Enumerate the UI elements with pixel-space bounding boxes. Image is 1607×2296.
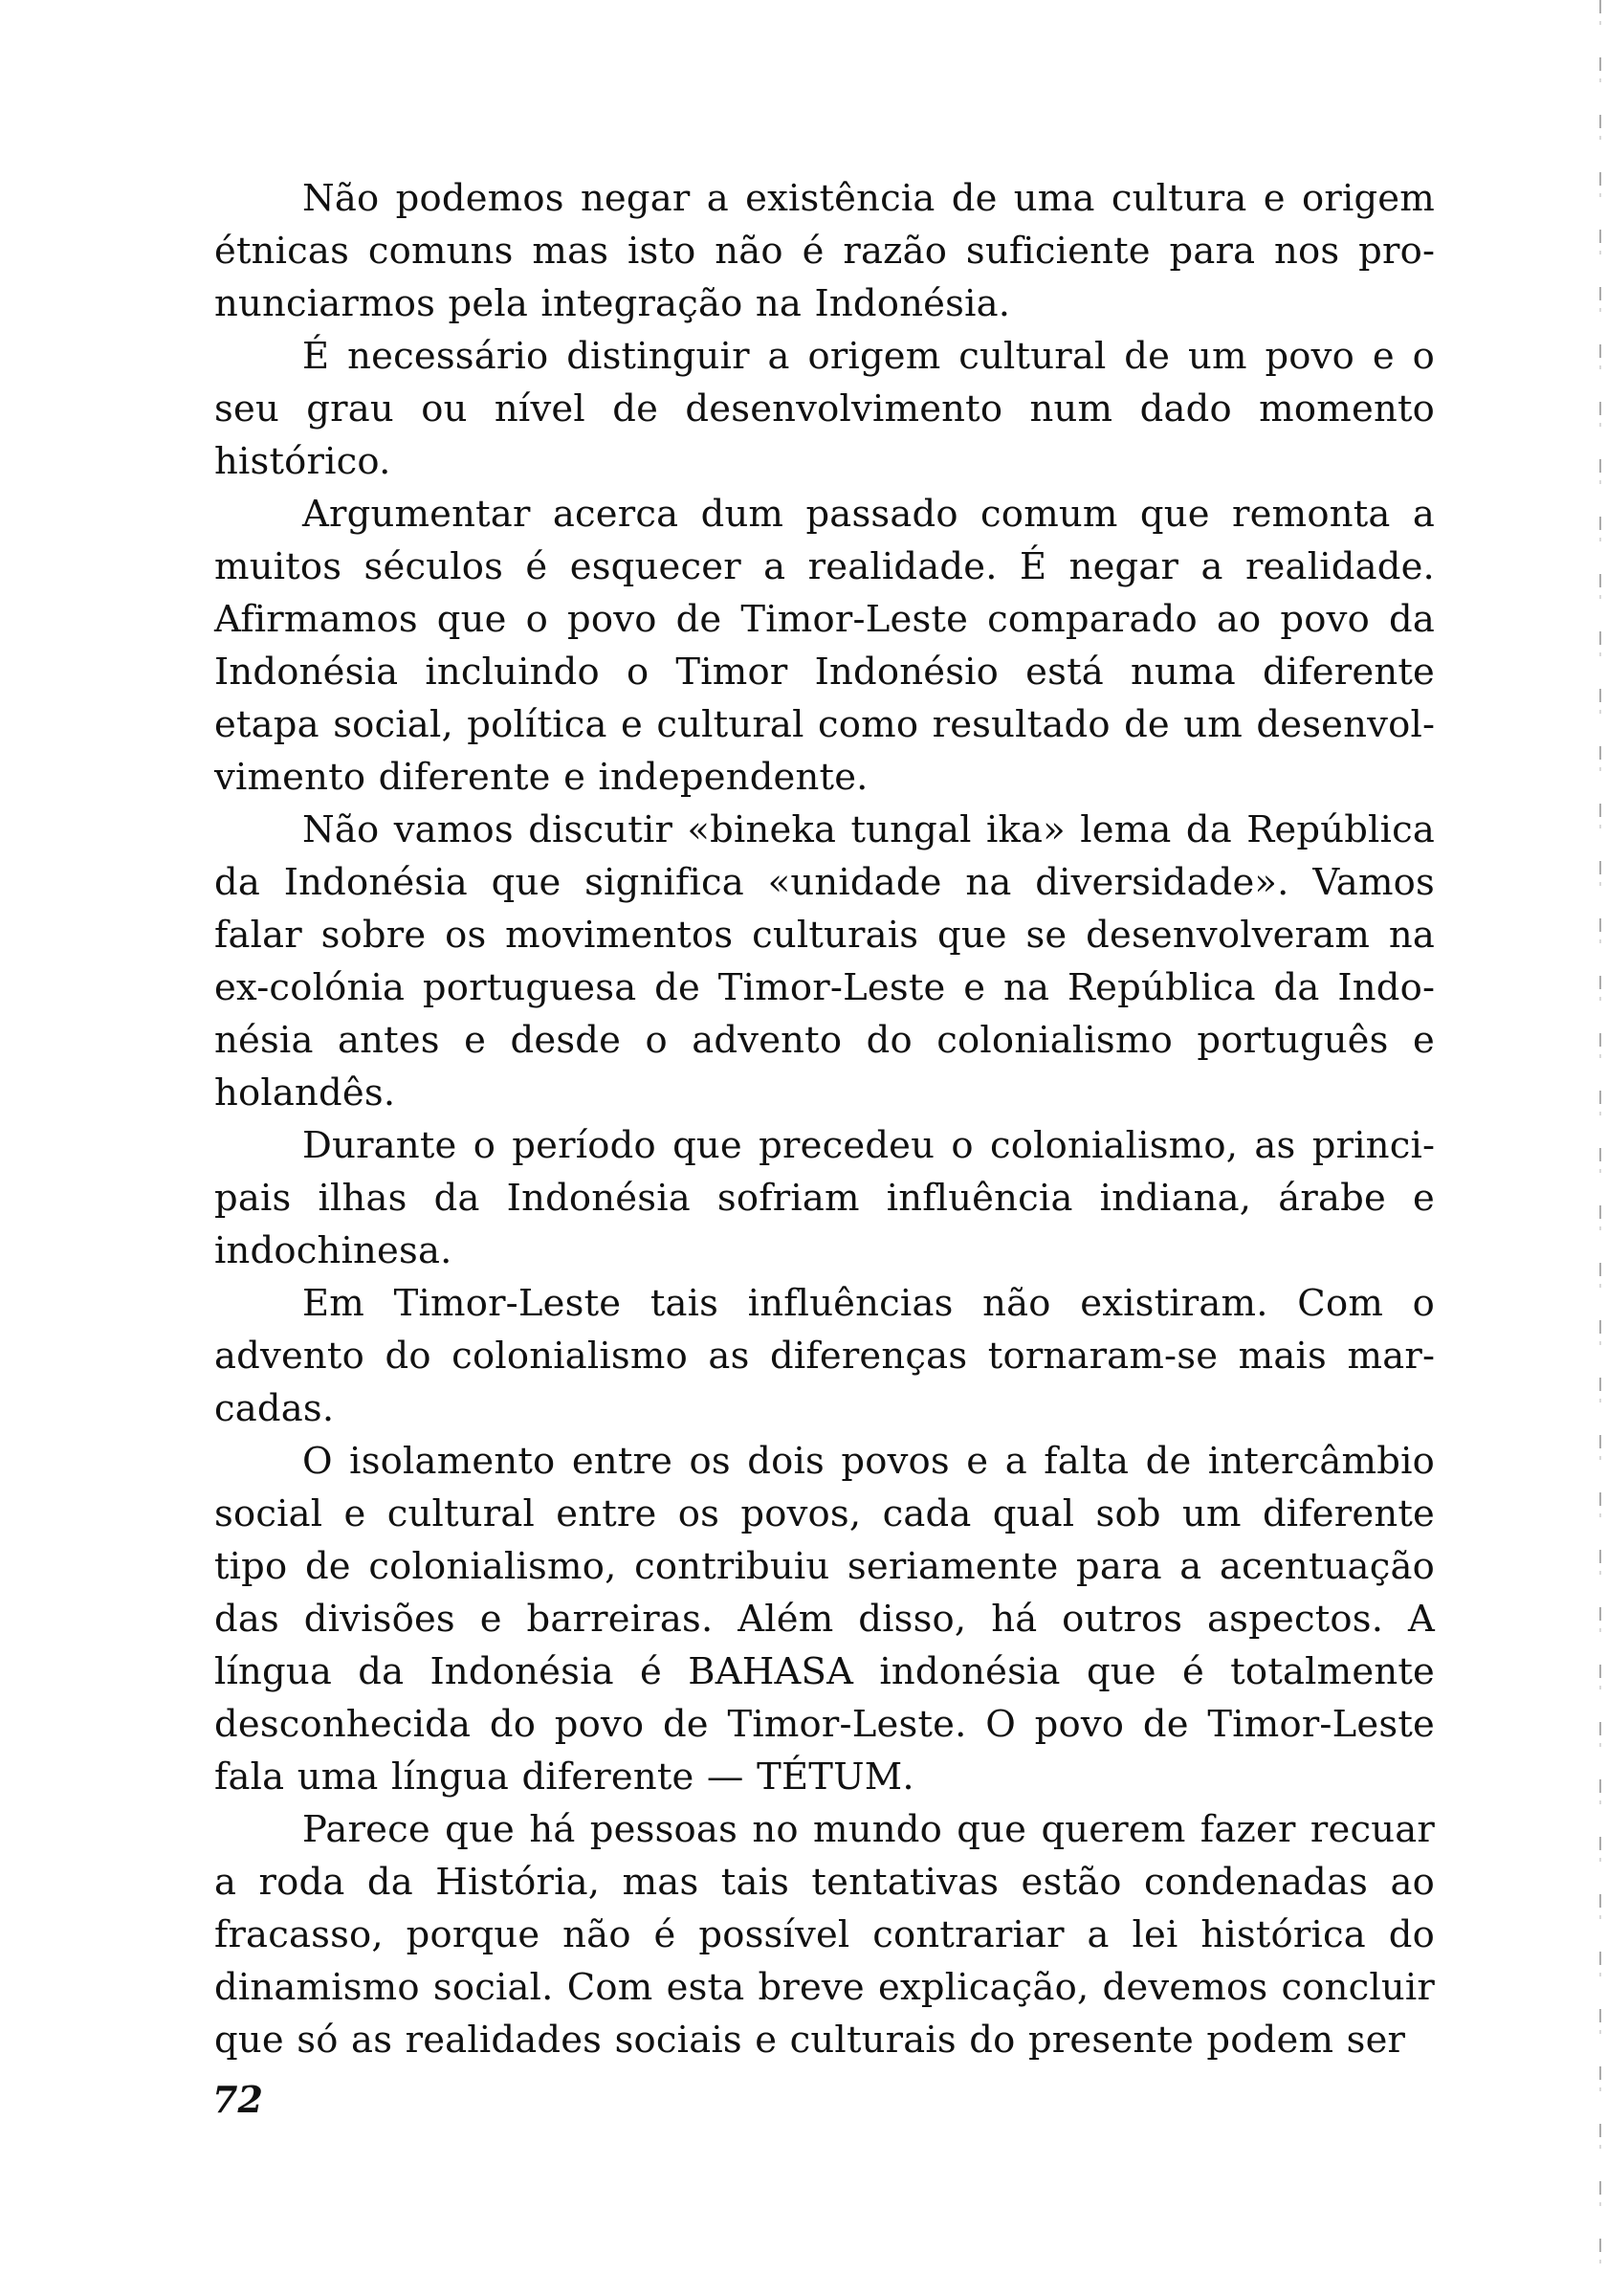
paragraph-4: Não vamos discutir «bineka tungal ika» lema da República da Indonésia que significa «unidade na diversidade». Vamos falar sobre os movimentos culturais que se desenvolveram na ex-colónia portuguesa de Timor-Leste e na República da Indonésia antes e desde o advento do colonialismo português e holandês. — [214, 808, 1435, 1115]
paragraph-5: Durante o período que precedeu o colonialismo, as principais ilhas da Indonésia sofriam influência indiana, árabe e indochinesa. — [214, 1124, 1435, 1272]
paragraph-2: É necessário distinguir a origem cultural de um povo e o seu grau ou nível de desenvolvimento num dado momento histórico. — [214, 335, 1435, 483]
paragraph-3: Argumentar acerca dum passado comum que remonta a muitos séculos é esquecer a realidade. É negar a realidade. Afirmamos que o povo de Timor-Leste comparado ao povo da Indonésia incluindo o Timor Indonésio está numa diferente etapa social, política e cultural como resultado de um desenvolvimento diferente e independente. — [214, 493, 1435, 799]
page-number: 72 — [212, 2078, 263, 2121]
paragraph-7: O isolamento entre os dois povos e a falta de intercâmbio social e cultural entre os povos, cada qual sob um diferente tipo de colonialismo, contribuiu seriamente para a acentuação das divisões e barreiras. Além disso, há outros aspectos. A língua da Indonésia é BAHASA indonésia que é totalmente desconhecida do povo de Timor-Leste. O povo de Timor-Leste fala uma língua diferente — TÉTUM. — [214, 1440, 1435, 1799]
paragraph-6: Em Timor-Leste tais influências não existiram. Com o advento do colonialismo as diferenças tornaram-se mais marcadas. — [214, 1282, 1435, 1430]
body-text — [214, 172, 1435, 2066]
scan-edge — [1599, 0, 1601, 2296]
paragraph-8: Parece que há pessoas no mundo que querem fazer recuar a roda da História, mas tais tentativas estão condenadas ao fracasso, porque não é possível contrariar a lei histórica do dinamismo social. Com esta breve explicação, devemos concluir que só as realidades sociais e culturais do presente podem ser — [214, 1808, 1435, 2062]
paragraph-1: Não podemos negar a existência de uma cultura e origem étnicas comuns mas isto não é razão suficiente para nos pronunciarmos pela integração na Indonésia. — [214, 177, 1435, 325]
